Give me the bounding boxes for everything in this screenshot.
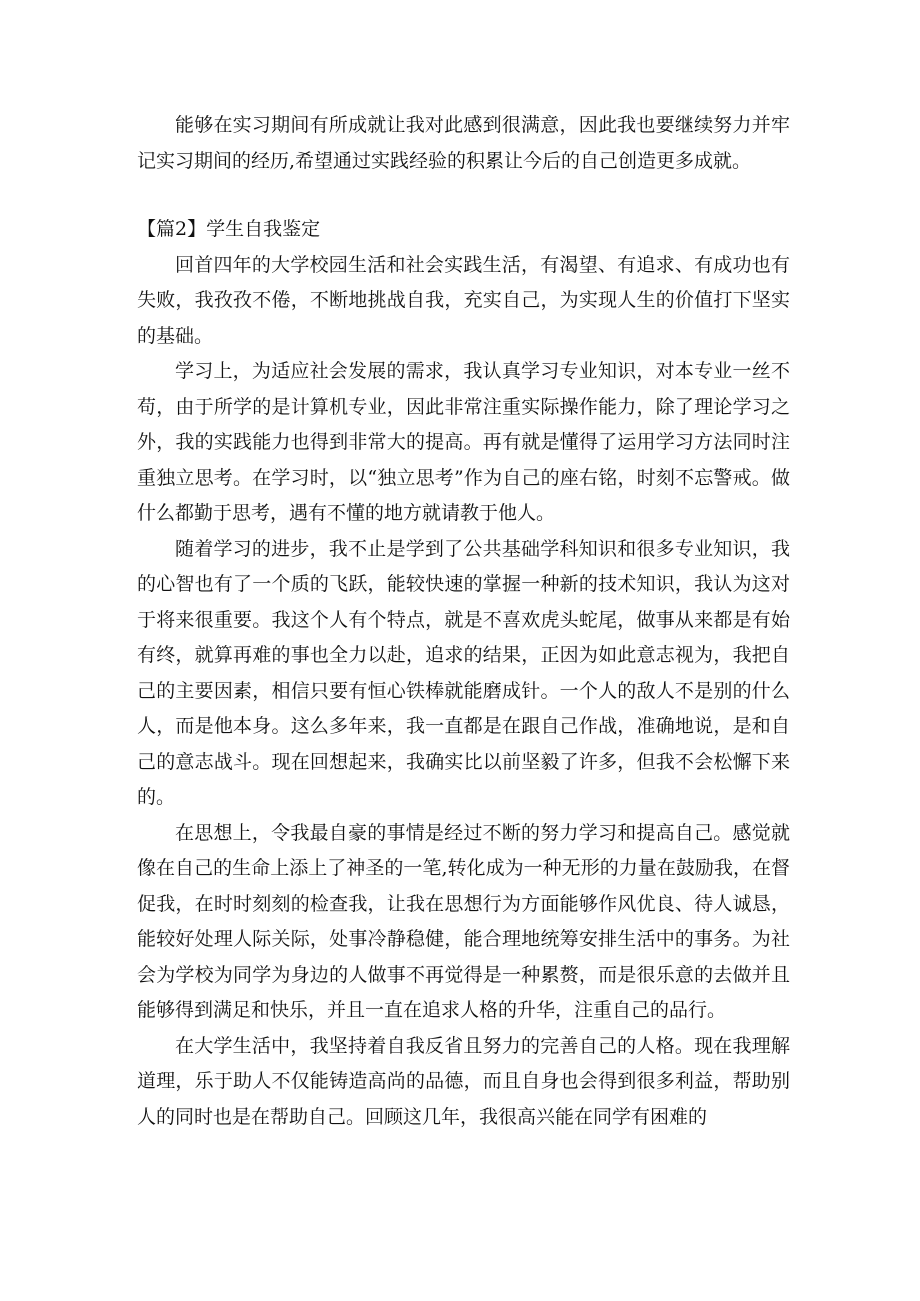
section-heading: 【篇2】学生自我鉴定 — [137, 218, 321, 240]
body-paragraph-5: 在大学生活中，我坚持着自我反省且努力的完善自己的人格。现在我理解道理，乐于助人不仅能铸造高尚的品德，而且自身也会得到很多利益，帮助别人的同时也是在帮助自己。回顾这几年，我很高兴能在同学有困难的 — [137, 1034, 790, 1128]
body-paragraph-4: 在思想上，令我最自豪的事情是经过不断的努力学习和提高自己。感觉就像在自己的生命上添上了神圣的一笔,转化成为一种无形的力量在鼓励我，在督促我，在时时刻刻的检查我，让我在思想行为方面能够作风优良、待人诚恳，能较好处理人际关际，处事冷静稳健，能合理地统筹安排生活中的事务。为社会为学校为同学为身边的人做事不再觉得是一种累赘，而是很乐意的去做并且能够得到满足和快乐，并且一直在追求人格的升华，注重自己的品行。 — [137, 821, 790, 1021]
body-paragraph-1: 回首四年的大学校园生活和社会实践生活，有渴望、有追求、有成功也有失败，我孜孜不倦，不断地挑战自我，充实自己，为实现人生的价值打下坚实的基础。 — [137, 253, 790, 347]
body-paragraph-3: 随着学习的进步，我不止是学到了公共基础学科知识和很多专业知识，我的心智也有了一个质的飞跃，能较快速的掌握一种新的技术知识，我认为这对于将来很重要。我这个人有个特点，就是不喜欢虎头蛇尾，做事从来都是有始有终，就算再难的事也全力以赴，追求的结果，正因为如此意志视为，我把自己的主要因素，相信只要有恒心铁棒就能磨成针。一个人的敌人不是别的什么人，而是他本身。这么多年来，我一直都是在跟自己作战，准确地说，是和自己的意志战斗。现在回想起来，我确实比以前坚毅了许多，但我不会松懈下来的。 — [137, 537, 790, 808]
body-paragraph-2: 学习上，为适应社会发展的需求，我认真学习专业知识，对本专业一丝不苟，由于所学的是计算机专业，因此非常注重实际操作能力，除了理论学习之外，我的实践能力也得到非常大的提高。再有就是懂得了运用学习方法同时注重独立思考。在学习时，以“独立思考”作为自己的座右铭，时刻不忘警戒。做什么都勤于思考，遇有不懂的地方就请教于他人。 — [137, 360, 790, 524]
intro-paragraph: 能够在实习期间有所成就让我对此感到很满意，因此我也要继续努力并牢记实习期间的经历,希望通过实践经验的积累让今后的自己创造更多成就。 — [137, 114, 790, 172]
